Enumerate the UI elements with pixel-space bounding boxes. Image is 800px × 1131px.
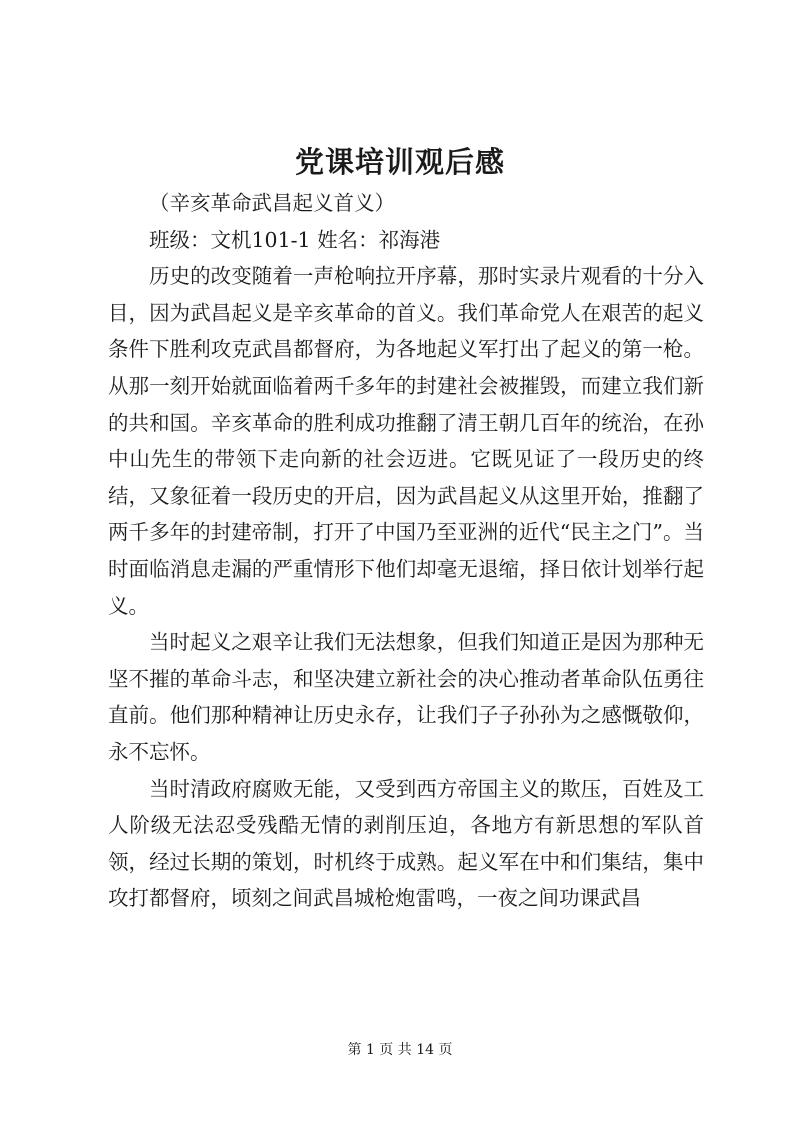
document-title: 党课培训观后感	[294, 145, 505, 179]
author-info: 班级：文机101-1 姓名：祁海港	[149, 227, 441, 252]
document-subtitle: （辛亥革命武昌起义首义）	[149, 191, 395, 215]
page-number: 第 1 页 共 14 页	[347, 1042, 453, 1058]
paragraph: 当时清政府腐败无能，又受到西方帝国主义的欺压，百姓及工人阶级无法忍受残酷无情的剥削压迫，各地方有新思想的军队首领，经过长期的策划，时机终于成熟。起义军在中和们集结，集中攻打都督府，顷刻之间武昌城枪炮雷鸣，一夜之间功课武昌	[108, 776, 704, 911]
document-body	[108, 185, 704, 917]
paragraph: 历史的改变随着一声枪响拉开序幕，那时实录片观看的十分入目，因为武昌起义是辛亥革命的首义。我们革命党人在艰苦的起义条件下胜利攻克武昌都督府，为各地起义军打出了起义的第一枪。从那一刻开始就面临着两千多年的封建社会被摧毁，而建立我们新的共和国。辛亥革命的胜利成功推翻了清王朝几百年的统治，在孙中山先生的带领下走向新的社会迈进。它既见证了一段历史的终结，又象征着一段历史的开启，因为武昌起义从这里开始，推翻了两千多年的封建帝制，打开了中国乃至亚洲的近代“民主之门”。当时面临消息走漏的严重情形下他们却毫无退缩，择日依计划举行起义。	[108, 264, 704, 618]
paragraph: 当时起义之艰辛让我们无法想象，但我们知道正是因为那种无坚不摧的革命斗志，和坚决建立新社会的决心推动者革命队伍勇往直前。他们那种精神让历史永存，让我们子子孙孙为之感慨敬仰，永不忘怀。	[108, 630, 704, 764]
